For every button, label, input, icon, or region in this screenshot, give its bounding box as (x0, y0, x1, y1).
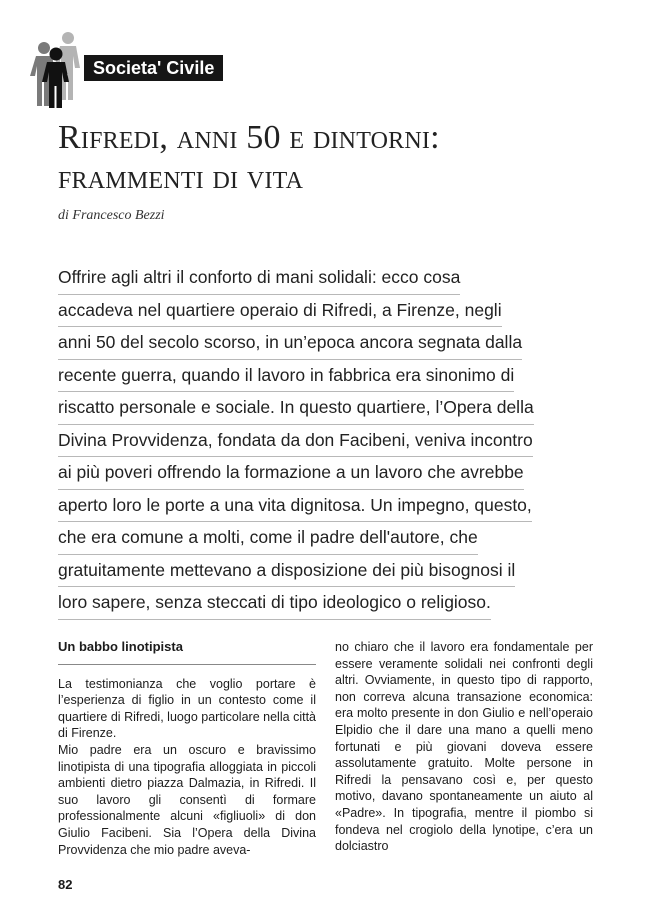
lead-line: gratuitamente mettevano a disposizione dei più bisognosi il (58, 555, 515, 588)
title-line: Rifredi, anni 50 e dintorni: (58, 119, 440, 156)
subheading-rule (58, 664, 316, 665)
body-column-right (335, 639, 593, 855)
lead-line: riscatto personale e sociale. In questo quartiere, l’Opera della (58, 392, 534, 425)
lead-line: Offrire agli altri il conforto di mani solidali: ecco cosa (58, 262, 460, 295)
section-badge: Societa' Civile (84, 55, 223, 81)
lead-line: Divina Provvidenza, fondata da don Facibeni, veniva incontro (58, 425, 533, 458)
lead-line: aperto loro le porte a una vita dignitosa. Un impegno, questo, (58, 490, 532, 523)
lead-line: ai più poveri offrendo la formazione a un lavoro che avrebbe (58, 457, 524, 490)
lead-line: accadeva nel quartiere operaio di Rifredi, a Firenze, negli (58, 295, 502, 328)
lead-line: loro sapere, senza steccati di tipo ideologico o religioso. (58, 587, 491, 620)
body-column-left (58, 639, 316, 858)
body-paragraph: Mio padre era un oscuro e bravissimo linotipista di una tipografia alloggiata in piccoli ambienti dietro piazza Dalmazia, in Rifredi. Il suo lavoro gli consentì di formare professionalmente alcuni «figliuoli» di don Giulio Facibeni. Sia l’Opera della Divina Provvidenza che mio padre aveva- (58, 742, 316, 857)
page-number: 82 (58, 877, 73, 892)
byline: di Francesco Bezzi (58, 208, 165, 223)
body-paragraph: La testimonianza che voglio portare è l’esperienza di figlio in un contesto come il quartiere di Rifredi, luogo particolare nella città di Firenze. (58, 676, 316, 741)
lead-line: che era comune a molti, come il padre dell'autore, che (58, 522, 478, 555)
lead-line: anni 50 del secolo scorso, in un’epoca ancora segnata dalla (58, 327, 522, 360)
people-silhouettes-icon (30, 30, 86, 108)
lead-line: recente guerra, quando il lavoro in fabbrica era sinonimo di (58, 360, 514, 393)
article-title (58, 118, 618, 198)
title-line: frammenti di vita (58, 159, 304, 196)
subheading: Un babbo linotipista (58, 639, 183, 654)
lead-paragraph (58, 262, 618, 620)
body-paragraph: no chiaro che il lavoro era fondamentale per essere veramente solidali nei confronti degli altri. Ovviamente, in questo tipo di rapporto, non correva alcuna transazione economica: era molto presente in don Giulio e nell’operaio Elpidio che il dare una mano a quelli meno fortunati e più giovani doveva essere assolutamente gratuito. Molte persone in Rifredi la pensavano così e, per questo motivo, davano spontaneamente un aiuto al «Padre». In tipografia, mentre il piombo si fondeva nel crogiolo della lynotipe, c’era un dolciastro (335, 640, 593, 854)
